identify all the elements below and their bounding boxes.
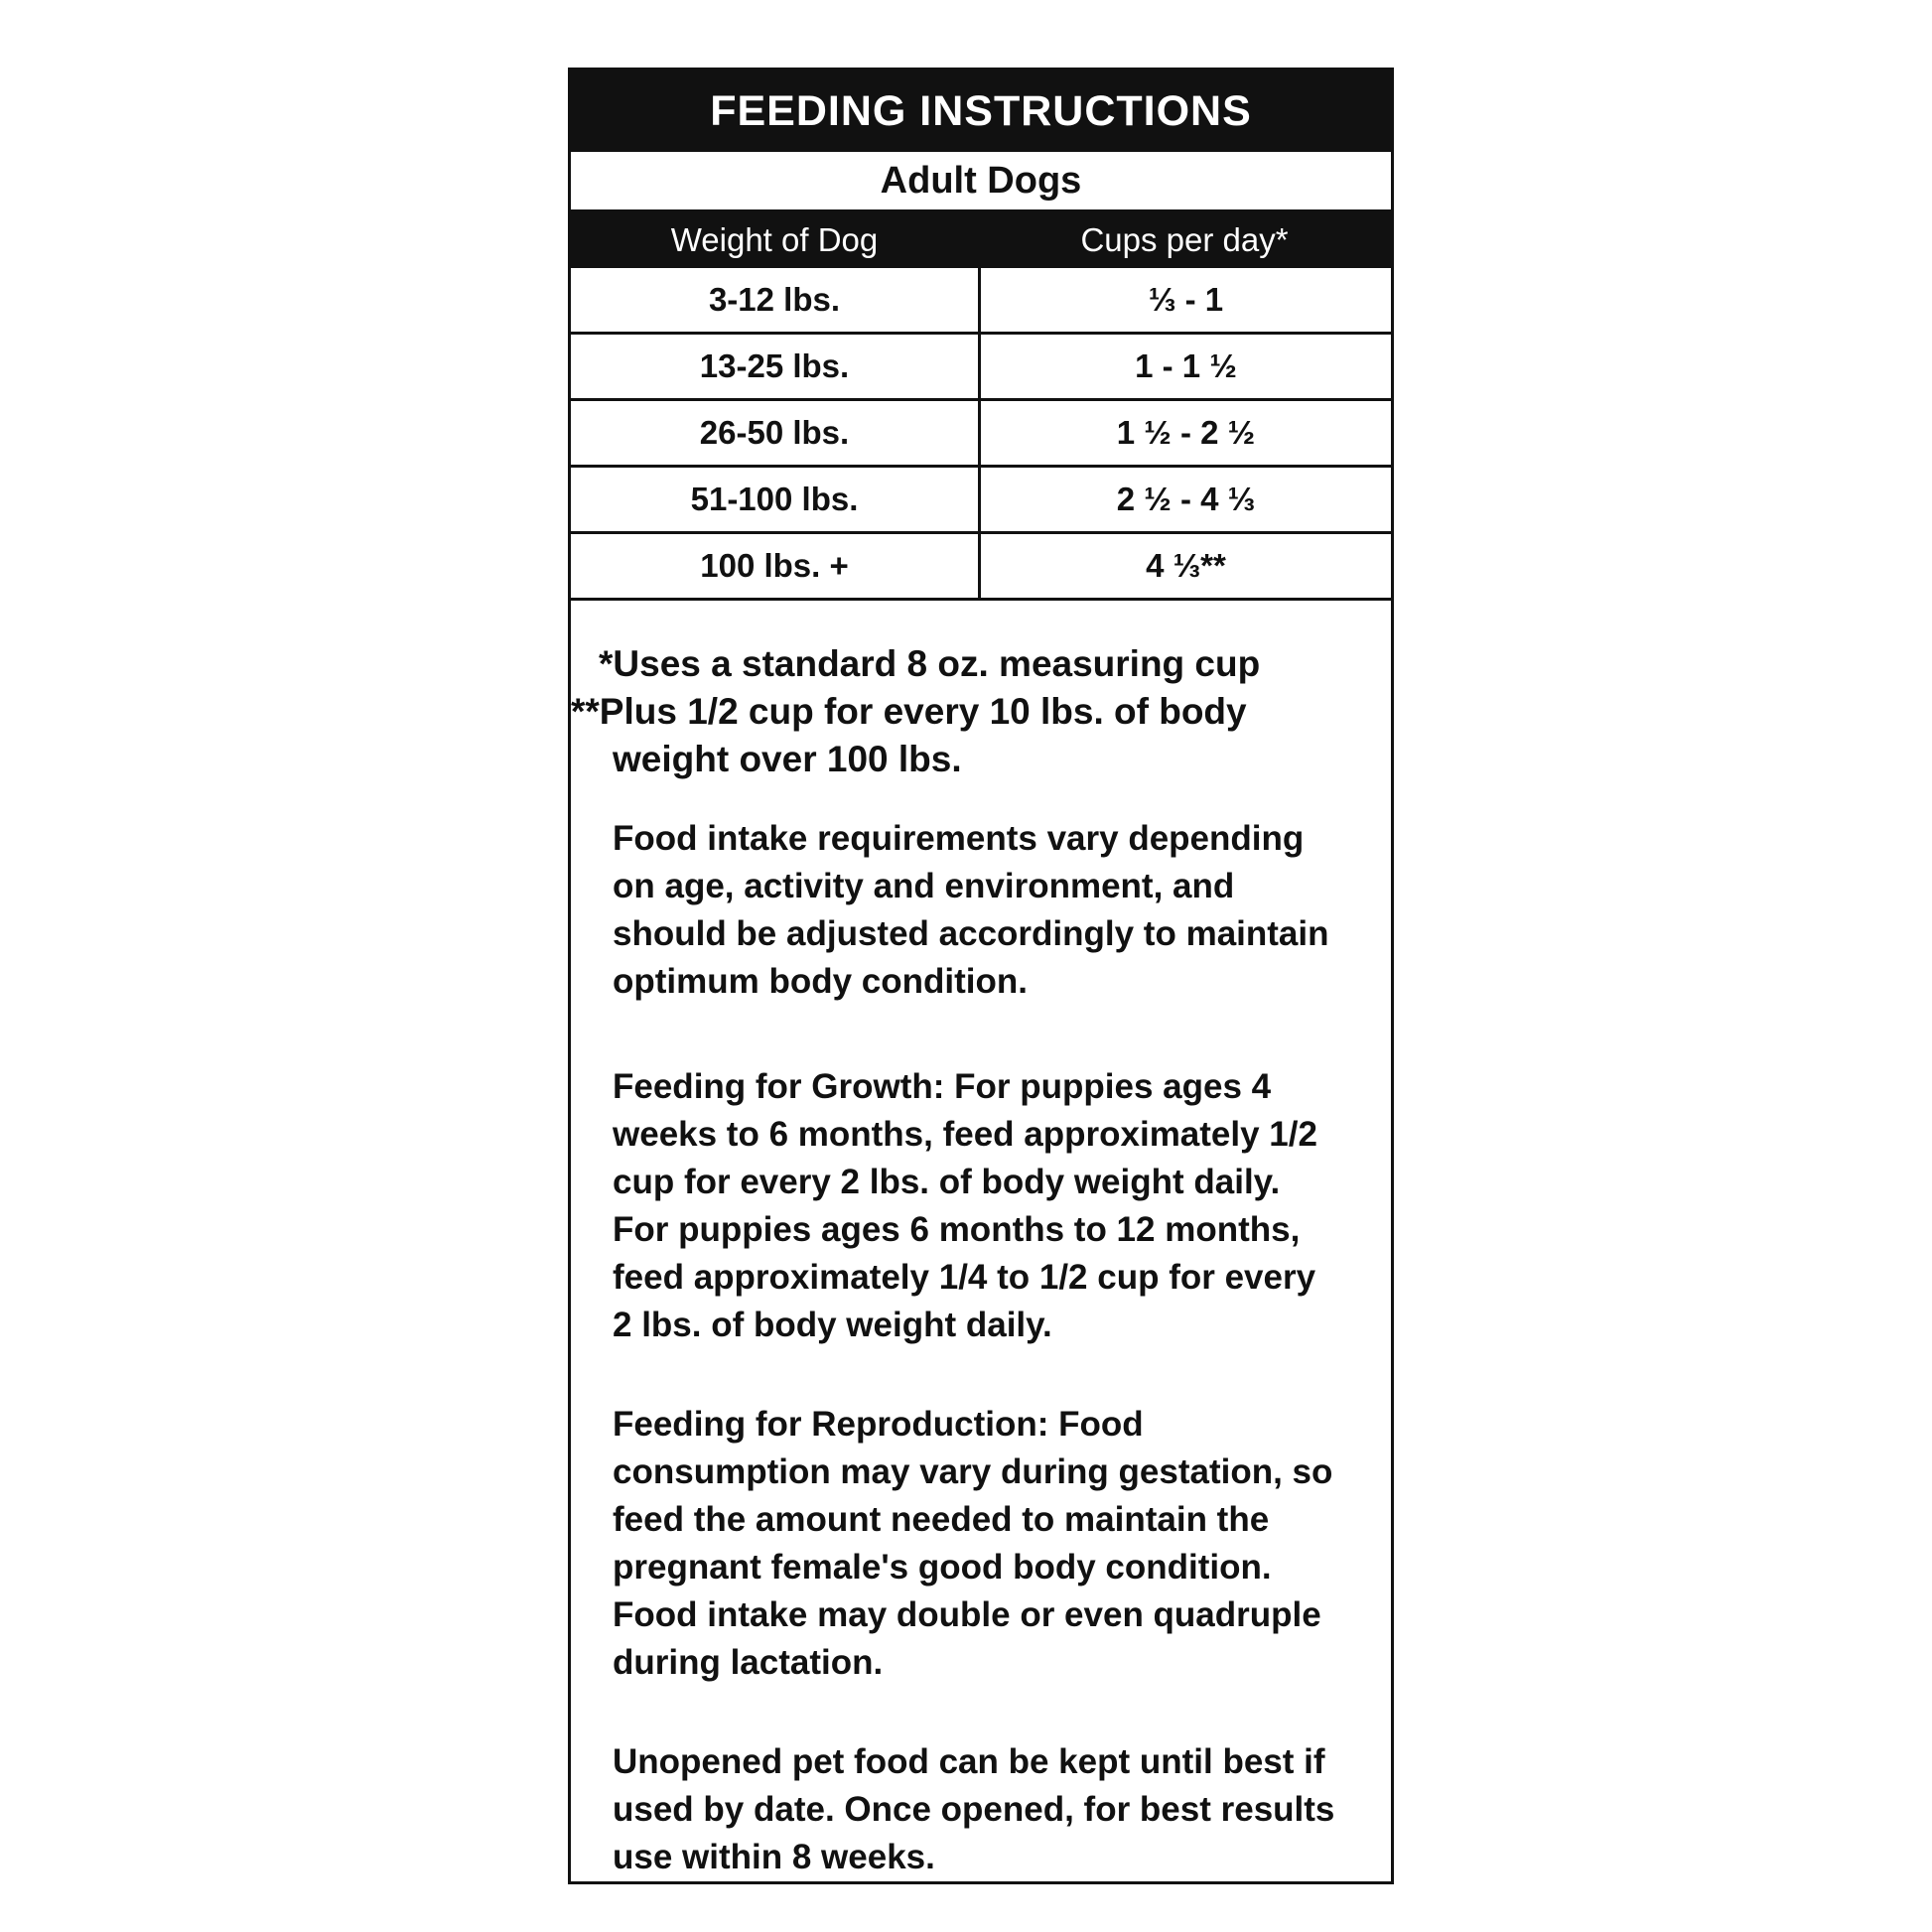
feeding-table: [571, 268, 1391, 601]
label-title: FEEDING INSTRUCTIONS: [571, 70, 1391, 152]
cups-cell: ⅓ - 1: [980, 268, 1392, 334]
label-subtitle: Adult Dogs: [571, 152, 1391, 212]
paragraph-storage: Unopened pet food can be kept until best if used by date. Once opened, for best results use within 8 weeks.: [613, 1742, 1335, 1876]
cups-cell: 4 ⅓**: [980, 533, 1392, 600]
table-header: [571, 212, 1391, 268]
weight-cell: 3-12 lbs.: [571, 268, 980, 334]
footnote-cup: *Uses a standard 8 oz. measuring cup: [599, 643, 1261, 684]
footnote-extra-line1: **Plus 1/2 cup for every 10 lbs. of body: [571, 691, 1247, 732]
cups-cell: 1 - 1 ½: [980, 334, 1392, 400]
weight-cell: 26-50 lbs.: [571, 400, 980, 467]
paragraph-reproduction: Feeding for Reproduction: Food consumption may vary during gestation, so feed the amount needed to maintain the pregnant female's good body condition. Food intake may double or even quadruple during lactation.: [613, 1405, 1333, 1682]
footnote-extra: [571, 688, 1361, 783]
weight-cell: 51-100 lbs.: [571, 467, 980, 533]
cups-cell: 1 ½ - 2 ½: [980, 400, 1392, 467]
table-row: [571, 533, 1391, 600]
header-cups: Cups per day*: [1080, 221, 1289, 258]
notes-section: [571, 601, 1391, 1881]
table-row: [571, 400, 1391, 467]
paragraph-growth: Feeding for Growth: For puppies ages 4 weeks to 6 months, feed approximately 1/2 cup for every 2 lbs. of body weight daily. For puppies ages 6 months to 12 months, feed approximately 1/4 to 1/2 cup for every 2 lbs. of body weight daily.: [613, 1067, 1317, 1344]
feeding-instructions-label: [568, 68, 1394, 1884]
table-row: [571, 334, 1391, 400]
weight-cell: 100 lbs. +: [571, 533, 980, 600]
table-row: [571, 268, 1391, 334]
table-row: [571, 467, 1391, 533]
cups-cell: 2 ½ - 4 ⅓: [980, 467, 1392, 533]
weight-cell: 13-25 lbs.: [571, 334, 980, 400]
paragraph-intake: Food intake requirements vary depending on age, activity and environment, and should be adjusted accordingly to maintain optimum body condition.: [613, 819, 1329, 1001]
footnote-extra-line2: weight over 100 lbs.: [613, 739, 962, 779]
header-weight: Weight of Dog: [670, 221, 879, 258]
